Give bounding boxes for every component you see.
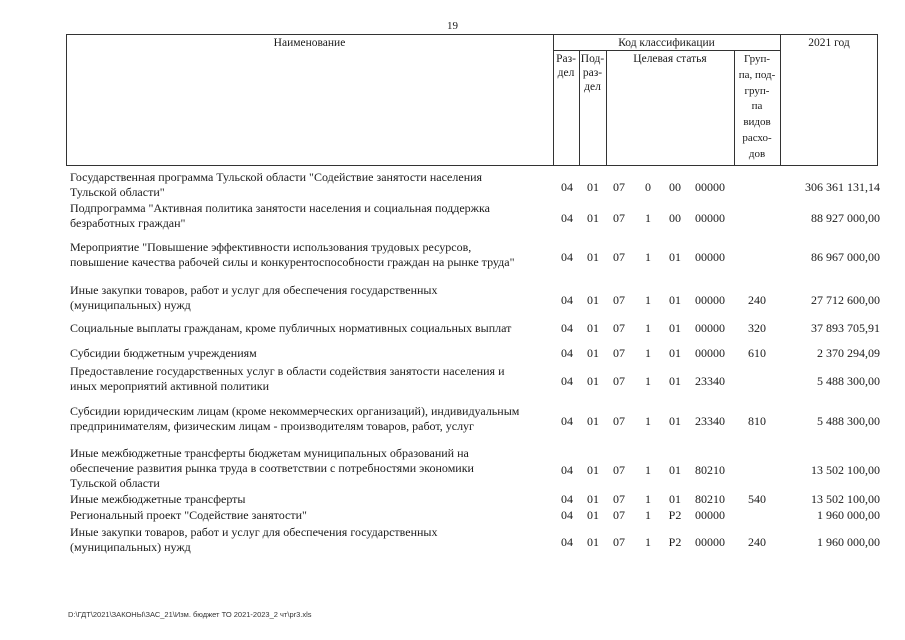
cell-group: 540 — [748, 492, 766, 506]
table-row — [0, 364, 905, 394]
cell-target-3: P2 — [668, 508, 682, 522]
cell-target-2: 1 — [645, 321, 651, 335]
cell-amount: 88 927 000,00 — [811, 211, 880, 225]
row-name-line: Тульской области" — [70, 185, 165, 199]
row-name — [70, 525, 554, 555]
cell-target-2: 1 — [645, 414, 651, 428]
row-name-line: Мероприятие "Повышение эффективности использования трудовых ресурсов, — [70, 240, 472, 254]
cell-amount: 27 712 600,00 — [811, 293, 880, 307]
cell-podrazdel: 01 — [587, 508, 599, 522]
cell-group: 240 — [748, 535, 766, 549]
cell-target-4: 00000 — [695, 211, 725, 225]
header-line: дов — [748, 147, 766, 160]
page-number: 19 — [447, 20, 458, 32]
cell-razdel: 04 — [561, 374, 573, 388]
header-podrazdel — [579, 52, 606, 94]
row-name-line: (муниципальных) нужд — [70, 298, 191, 312]
row-name — [70, 170, 554, 200]
table-row — [0, 492, 905, 507]
table-row — [0, 404, 905, 434]
cell-target-2: 1 — [645, 211, 651, 225]
cell-target-4: 00000 — [695, 250, 725, 264]
cell-target-3: 00 — [669, 180, 681, 194]
cell-target-1: 07 — [613, 374, 625, 388]
table-row — [0, 201, 905, 231]
cell-amount: 1 960 000,00 — [817, 508, 880, 522]
row-name — [70, 508, 554, 523]
row-name-line: повышение качества рабочей силы и конкурентоспособности граждан на рынке труда" — [70, 255, 515, 269]
cell-target-1: 07 — [613, 463, 625, 477]
cell-target-2: 0 — [645, 180, 651, 194]
file-path: D:\ГДТ\2021\ЗАКОНЫ\ЗАС_21\Изм. бюджет ТО 2021-2023_2 чт\pr3.xls — [68, 610, 312, 619]
divider — [780, 34, 781, 166]
row-name-line: Иные закупки товаров, работ и услуг для обеспечения государственных — [70, 283, 438, 297]
header-line: груп- — [744, 84, 770, 97]
cell-target-4: 23340 — [695, 414, 725, 428]
header-year: 2021 год — [808, 37, 850, 49]
row-name-line: (муниципальных) нужд — [70, 540, 191, 554]
row-name-line: Субсидии бюджетным учреждениям — [70, 346, 257, 360]
table-row — [0, 446, 905, 491]
row-name-line: Иные закупки товаров, работ и услуг для обеспечения государственных — [70, 525, 438, 539]
row-name-line: Подпрограмма "Активная политика занятости населения и социальная поддержка — [70, 201, 490, 215]
header-line: расхо- — [742, 131, 772, 144]
header-target: Целевая статья — [633, 53, 707, 65]
cell-target-1: 07 — [613, 180, 625, 194]
cell-podrazdel: 01 — [587, 321, 599, 335]
cell-razdel: 04 — [561, 293, 573, 307]
cell-amount: 37 893 705,91 — [811, 321, 880, 335]
cell-podrazdel: 01 — [587, 463, 599, 477]
cell-group: 240 — [748, 293, 766, 307]
cell-amount: 1 960 000,00 — [817, 535, 880, 549]
header-line: па — [751, 100, 763, 113]
row-name-line: Субсидии юридическим лицам (кроме некоммерческих организаций), индивидуальным — [70, 404, 520, 418]
cell-target-3: 01 — [669, 346, 681, 360]
cell-podrazdel: 01 — [587, 492, 599, 506]
cell-podrazdel: 01 — [587, 414, 599, 428]
cell-target-1: 07 — [613, 321, 625, 335]
row-name-line: иных мероприятий активной политики — [70, 379, 270, 393]
row-name-line: предпринимателям, физическим лицам - производителям товаров, работ, услуг — [70, 419, 474, 433]
cell-target-1: 07 — [613, 508, 625, 522]
cell-target-4: 80210 — [695, 492, 725, 506]
header-line: Груп- — [743, 53, 771, 65]
cell-target-2: 1 — [645, 250, 651, 264]
cell-target-4: 80210 — [695, 463, 725, 477]
row-name-line: Государственная программа Тульской области "Содействие занятости населения — [70, 170, 483, 184]
cell-podrazdel: 01 — [587, 211, 599, 225]
header-line: Под- — [580, 53, 605, 65]
cell-target-1: 07 — [613, 211, 625, 225]
cell-target-3: 01 — [669, 492, 681, 506]
row-name — [70, 201, 554, 231]
divider — [606, 50, 607, 166]
cell-target-1: 07 — [613, 535, 625, 549]
header-line: раз- — [582, 67, 603, 79]
header-code-classification: Код классификации — [618, 37, 715, 49]
table-row — [0, 346, 905, 361]
cell-target-3: 01 — [669, 374, 681, 388]
row-name — [70, 283, 554, 313]
cell-razdel: 04 — [561, 321, 573, 335]
cell-target-2: 1 — [645, 492, 651, 506]
header-line: дел — [557, 67, 575, 79]
cell-target-2: 1 — [645, 508, 651, 522]
cell-razdel: 04 — [561, 463, 573, 477]
cell-podrazdel: 01 — [587, 293, 599, 307]
cell-razdel: 04 — [561, 180, 573, 194]
cell-target-1: 07 — [613, 346, 625, 360]
cell-podrazdel: 01 — [587, 374, 599, 388]
cell-podrazdel: 01 — [587, 346, 599, 360]
header-razdel — [553, 52, 579, 80]
row-name — [70, 446, 554, 491]
cell-target-1: 07 — [613, 250, 625, 264]
table-row — [0, 525, 905, 555]
header-line: па, под- — [738, 68, 776, 81]
row-name — [70, 321, 554, 336]
row-name — [70, 364, 554, 394]
cell-podrazdel: 01 — [587, 535, 599, 549]
table-row — [0, 240, 905, 270]
row-name-line: безработных граждан" — [70, 216, 186, 230]
cell-amount: 13 502 100,00 — [811, 463, 880, 477]
cell-target-3: 01 — [669, 463, 681, 477]
row-name — [70, 240, 554, 270]
row-name-line: Иные межбюджетные трансферты — [70, 492, 246, 506]
header-line: Раз- — [556, 53, 576, 65]
cell-target-4: 00000 — [695, 293, 725, 307]
cell-target-1: 07 — [613, 492, 625, 506]
cell-target-2: 1 — [645, 346, 651, 360]
cell-podrazdel: 01 — [587, 180, 599, 194]
table-row — [0, 321, 905, 336]
cell-razdel: 04 — [561, 211, 573, 225]
cell-target-4: 23340 — [695, 374, 725, 388]
cell-razdel: 04 — [561, 346, 573, 360]
cell-amount: 2 370 294,09 — [817, 346, 880, 360]
row-name-line: Иные межбюджетные трансферты бюджетам муниципальных образований на — [70, 446, 469, 460]
cell-target-4: 00000 — [695, 508, 725, 522]
cell-group: 610 — [748, 346, 766, 360]
header-line: видов — [743, 116, 771, 129]
table-row — [0, 170, 905, 200]
cell-razdel: 04 — [561, 414, 573, 428]
row-name — [70, 404, 554, 434]
row-name-line: Социальные выплаты гражданам, кроме публичных нормативных социальных выплат — [70, 321, 512, 335]
cell-target-3: 00 — [669, 211, 681, 225]
header-name: Наименование — [273, 37, 346, 49]
cell-amount: 306 361 131,14 — [805, 180, 880, 194]
cell-target-2: 1 — [645, 463, 651, 477]
cell-amount: 5 488 300,00 — [817, 374, 880, 388]
cell-target-1: 07 — [613, 293, 625, 307]
cell-razdel: 04 — [561, 535, 573, 549]
table-row — [0, 508, 905, 523]
cell-target-3: 01 — [669, 250, 681, 264]
cell-target-4: 00000 — [695, 535, 725, 549]
cell-target-3: 01 — [669, 321, 681, 335]
cell-target-1: 07 — [613, 414, 625, 428]
cell-target-2: 1 — [645, 535, 651, 549]
cell-group: 320 — [748, 321, 766, 335]
divider — [553, 50, 780, 51]
header-group — [734, 52, 780, 163]
row-name-line: обеспечение развития рынка труда в соответствии с потребностями экономики — [70, 461, 474, 475]
cell-target-2: 1 — [645, 374, 651, 388]
row-name — [70, 492, 554, 507]
cell-razdel: 04 — [561, 250, 573, 264]
table-row — [0, 283, 905, 313]
row-name-line: Предоставление государственных услуг в области содействия занятости населения и — [70, 364, 505, 378]
cell-podrazdel: 01 — [587, 250, 599, 264]
header-line: дел — [584, 81, 601, 93]
cell-target-4: 00000 — [695, 180, 725, 194]
cell-amount: 5 488 300,00 — [817, 414, 880, 428]
row-name-line: Региональный проект "Содействие занятости" — [70, 508, 307, 522]
cell-razdel: 04 — [561, 508, 573, 522]
row-name — [70, 346, 554, 361]
cell-target-3: 01 — [669, 293, 681, 307]
cell-target-4: 00000 — [695, 346, 725, 360]
cell-target-4: 00000 — [695, 321, 725, 335]
cell-target-3: P2 — [668, 535, 682, 549]
row-name-line: Тульской области — [70, 476, 160, 490]
cell-amount: 13 502 100,00 — [811, 492, 880, 506]
cell-target-3: 01 — [669, 414, 681, 428]
cell-target-2: 1 — [645, 293, 651, 307]
cell-group: 810 — [748, 414, 766, 428]
cell-razdel: 04 — [561, 492, 573, 506]
cell-amount: 86 967 000,00 — [811, 250, 880, 264]
